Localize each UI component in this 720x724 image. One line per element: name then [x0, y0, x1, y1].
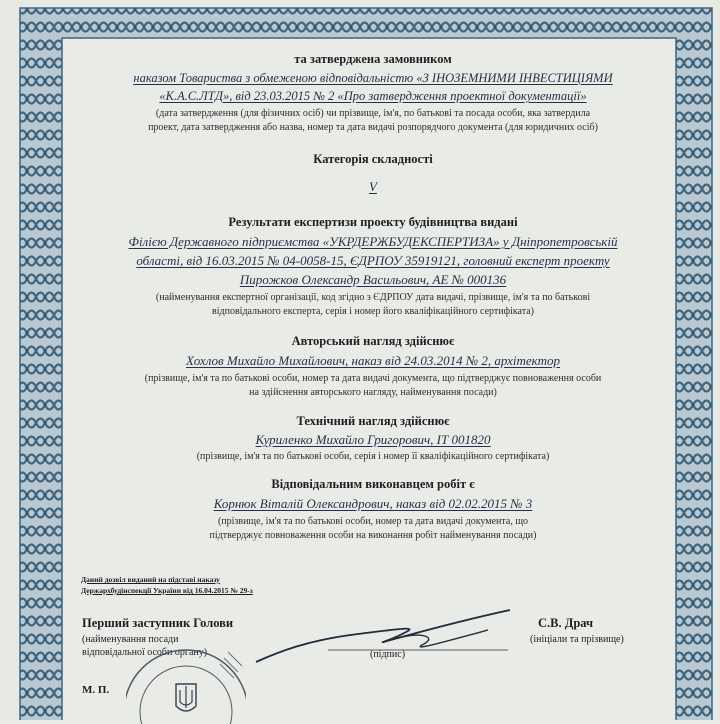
technical-supervision-hint: (прізвище, ім'я та по батькові особи, серія і номер її кваліфікаційного сертифіката) [196, 451, 550, 462]
executor-hint-2: підтверджує повноваження особи на виконання робіт найменування посади) [209, 530, 537, 541]
order-hint-1: (дата затвердження (для фізичних осіб) чи прізвище, ім'я, по батькові та посада особи, яка затвердила [155, 108, 591, 119]
technical-supervision-heading: Технічний нагляд здійснює [296, 414, 450, 428]
executor-heading: Відповідальним виконавцем робіт є [271, 477, 475, 491]
expertise-hint-2: відповідального експерта, серія і номер його кваліфікаційного сертифіката) [212, 306, 534, 317]
author-supervision-hint-2: на здійснення авторського нагляду, найменування посади) [249, 387, 497, 398]
expertise-line-1: Філією Державного підприємства «УКРДЕРЖБУДЕКСПЕРТИЗА» у Дніпропетровській [128, 234, 618, 249]
expertise-line-3: Пирожков Олександр Васильович, АЕ № 000136 [239, 272, 507, 287]
executor-hint-1: (прізвище, ім'я та по батькові особи, номер та дата видачі документа, що [217, 516, 529, 527]
signature-graphic [248, 602, 548, 672]
signatory-name: С.В. Драч [538, 616, 594, 630]
author-supervision-value: Хохлов Михайло Михайлович, наказ від 24.03.2014 № 2, архітектор [186, 353, 560, 368]
expertise-line-2: області, від 16.03.2015 № 04-0058-15, ЄДРПОУ 35919121, головний експерт проекту [136, 253, 610, 268]
seal-label: М. П. [82, 684, 110, 696]
official-seal [126, 634, 246, 724]
technical-supervision-value: Куриленко Михайло Григорович, ІТ 001820 [255, 432, 491, 447]
order-line-1: наказом Товариства з обмеженою відповідальністю «З ІНОЗЕМНИМИ ІНВЕСТИЦІЯМИ [133, 71, 613, 85]
signature-hint: (підпис) [370, 649, 406, 660]
certificate-page [78, 42, 668, 714]
category-heading: Категорія складності [313, 152, 433, 166]
footnote-line-1: Даний дозвіл виданий на підставі наказу [81, 575, 220, 584]
position-hint-1: (найменування посади [82, 634, 179, 645]
author-supervision-heading: Авторський нагляд здійснює [291, 334, 455, 348]
author-supervision-hint-1: (прізвище, ім'я та по батькові особи, номер та дата видачі документа, що підтверджує повноваження особи [144, 373, 602, 384]
name-hint: (ініціали та прізвище) [530, 634, 624, 645]
category-value: V [369, 179, 377, 194]
expertise-heading: Результати експертизи проекту будівництва видані [228, 215, 518, 229]
signatory-position: Перший заступник Голови [82, 616, 234, 630]
executor-value: Корнюк Віталій Олександрович, наказ від 02.02.2015 № 3 [213, 496, 533, 511]
approved-line: та затверджена замовником [294, 52, 452, 66]
order-line-2: «К.А.С.ЛТД», від 23.03.2015 № 2 «Про затвердження проектної документації» [159, 89, 587, 103]
order-hint-2: проект, дата затвердження або назва, номер та дата видачі розпорядчого документа (для юридичних осіб) [148, 122, 598, 133]
position-hint-2: відповідальної особи органу) [82, 647, 208, 658]
footnote-line-2: Держархбудінспекції України від 16.04.2015 № 29-з [81, 586, 253, 595]
expertise-hint-1: (найменування експертної організації, код згідно з ЄДРПОУ дата видачі, прізвище, ім'я та по батькові [155, 292, 591, 303]
